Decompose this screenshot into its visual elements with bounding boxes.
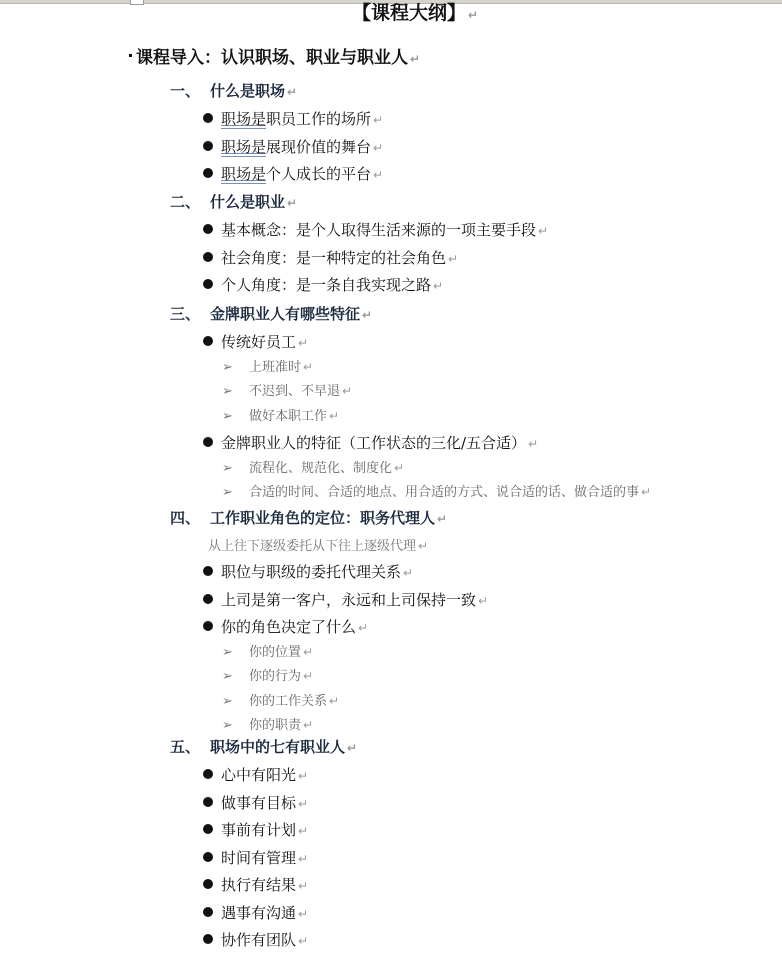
list-item [203,768,308,783]
list-item-text: 基本概念：是个人取得生活来源的一项主要手段 [221,221,537,239]
list-item-text: 协作有团队 [221,931,297,949]
list-item [203,278,443,293]
section-title: 什么是职业 [210,193,286,211]
section-number: 四、 [170,509,201,527]
sub-list-item-text: 不迟到、不早退 [249,384,341,399]
bullet-dot-icon [203,824,213,834]
bullet-dot-icon [203,113,213,123]
section-heading [170,84,297,99]
list-item [203,796,308,811]
paragraph-mark-icon: ↵ [303,360,314,374]
sub-list-item-text: 你的行为 [249,669,302,684]
bullet-dot-icon [203,879,213,889]
list-item-text: 时间有管理 [221,849,297,867]
list-item-text: 个人成长的平台 [266,165,372,183]
section-heading [170,740,357,755]
paragraph-mark-icon: ↵ [329,694,340,708]
section-title: 工作职业角色的定位：职务代理人 [210,509,436,527]
list-item-text: 社会角度：是一种特定的社会角色 [221,249,447,267]
document-title: 【课程大纲】 ↵ [352,2,479,24]
list-item [203,933,308,948]
sub-list-item-text: 上班准时 [249,360,302,375]
paragraph-mark-icon: ↵ [403,566,414,580]
sub-list-item [222,385,352,398]
paragraph-mark-icon: ↵ [287,85,298,99]
list-item-text: 个人角度：是一条自我实现之路 [221,276,432,294]
section-number: 五、 [170,738,201,756]
arrow-bullet-icon: ➢ [222,718,233,733]
bullet-dot-icon [203,852,213,862]
paragraph-mark-icon: ↵ [287,196,298,210]
list-item-text: 传统好员工 [221,333,297,351]
paragraph-mark-icon: ↵ [528,437,539,451]
sub-list-item [222,695,339,708]
paragraph-mark-icon: ↵ [298,824,309,838]
bullet-dot-icon [203,141,213,151]
sub-list-item-text: 你的工作关系 [249,694,328,709]
list-item [203,565,413,580]
list-item [203,335,308,350]
bullet-dot-icon [203,168,213,178]
bullet-dot-icon [203,934,213,944]
list-item-text: 遇事有沟通 [221,904,297,922]
paragraph-mark-icon: ↵ [303,718,314,732]
list-item [203,167,383,182]
paragraph-mark-icon: ↵ [298,336,309,350]
paragraph-mark-icon: ↵ [394,461,405,475]
paragraph-mark-icon: ↵ [410,52,421,66]
paragraph-mark-icon: ↵ [373,113,384,127]
arrow-bullet-icon: ➢ [222,360,233,375]
sub-list-item [222,646,313,659]
sub-list-item-text: 你的位置 [249,645,302,660]
paragraph-mark-icon: ↵ [329,409,340,423]
list-item-text: 心中有阳光 [221,766,297,784]
paragraph-mark-icon: ↵ [437,512,448,526]
list-item-text: 职位与职级的委托代理关系 [221,563,402,581]
paragraph-mark-icon: ↵ [538,224,549,238]
list-item-text: 金牌职业人的特征（工作状态的三化/五合适） [221,434,527,452]
list-marker-icon [129,54,132,57]
section-heading [170,511,447,526]
paragraph-mark-icon: ↵ [641,485,652,499]
paragraph-mark-icon: ↵ [478,594,489,608]
arrow-bullet-icon: ➢ [222,694,233,709]
note-text: 从上往下逐级委托从下往上逐级代理 [208,539,417,554]
bullet-dot-icon [203,594,213,604]
underlined-term: 职场是 [221,138,267,156]
arrow-bullet-icon: ➢ [222,409,233,424]
paragraph-mark-icon: ↵ [303,669,314,683]
paragraph-mark-icon: ↵ [298,907,309,921]
paragraph-mark-icon: ↵ [468,8,479,22]
paragraph-mark-icon: ↵ [433,279,444,293]
arrow-bullet-icon: ➢ [222,669,233,684]
sub-list-item-text: 你的职责 [249,718,302,733]
sub-list-item [222,670,313,683]
section-heading [170,195,297,210]
bullet-dot-icon [203,566,213,576]
arrow-bullet-icon: ➢ [222,461,233,476]
paragraph-mark-icon: ↵ [448,252,459,266]
bullet-dot-icon [203,224,213,234]
sub-list-item [222,361,313,374]
list-item-text: 做事有目标 [221,794,297,812]
paragraph-mark-icon: ↵ [373,141,384,155]
bullet-dot-icon [203,437,213,447]
bullet-dot-icon [203,907,213,917]
list-item-text: 展现价值的舞台 [266,138,372,156]
list-item [203,251,458,266]
paragraph-mark-icon: ↵ [362,308,373,322]
list-item [203,823,308,838]
paragraph-mark-icon: ↵ [298,852,309,866]
bullet-dot-icon [203,797,213,807]
section-number: 二、 [170,193,201,211]
paragraph-mark-icon: ↵ [358,621,369,635]
paragraph-mark-icon: ↵ [298,769,309,783]
list-item-text: 上司是第一客户，永远和上司保持一致 [221,591,477,609]
bullet-dot-icon [203,621,213,631]
section-number: 三、 [170,305,201,323]
sub-list-item [222,719,313,732]
paragraph-mark-icon: ↵ [298,934,309,948]
sub-list-item [222,410,339,423]
sub-list-item-text: 合适的时间、合适的地点、用合适的方式、说合适的话、做合适的事 [249,485,640,500]
sub-list-item-text: 流程化、规范化、制度化 [249,461,393,476]
underlined-term: 职场是 [221,165,267,183]
sub-list-item [222,486,651,499]
bullet-dot-icon [203,336,213,346]
arrow-bullet-icon: ➢ [222,384,233,399]
intro-heading: 课程导入：认识职场、职业与职业人 ↵ [136,48,421,68]
section-title: 什么是职场 [210,82,286,100]
paragraph-mark-icon: ↵ [298,879,309,893]
list-item [203,851,308,866]
list-item-text: 职员工作的场所 [266,110,372,128]
paragraph-mark-icon: ↵ [342,384,353,398]
paragraph-mark-icon: ↵ [373,168,384,182]
list-item [203,878,308,893]
bullet-dot-icon [203,279,213,289]
paragraph-mark-icon: ↵ [303,645,314,659]
list-item [203,112,383,127]
section-title: 金牌职业人有哪些特征 [210,305,361,323]
list-item [203,906,308,921]
bullet-dot-icon [203,252,213,262]
arrow-bullet-icon: ➢ [222,485,233,500]
list-item [203,593,488,608]
paragraph-mark-icon: ↵ [298,797,309,811]
sub-list-item [222,462,404,475]
arrow-bullet-icon: ➢ [222,645,233,660]
sub-list-item-text: 做好本职工作 [249,409,328,424]
list-item-text: 执行有结果 [221,876,297,894]
list-item-text: 事前有计划 [221,821,297,839]
bullet-dot-icon [203,769,213,779]
list-item [203,223,548,238]
section-note [208,540,428,553]
section-heading [170,307,372,322]
list-item-text: 你的角色决定了什么 [221,618,357,636]
paragraph-mark-icon: ↵ [347,741,358,755]
section-title: 职场中的七有职业人 [210,738,346,756]
list-item [203,140,383,155]
section-number: 一、 [170,82,201,100]
list-item [203,620,368,635]
paragraph-mark-icon: ↵ [418,539,429,553]
list-item [203,436,538,451]
underlined-term: 职场是 [221,110,267,128]
